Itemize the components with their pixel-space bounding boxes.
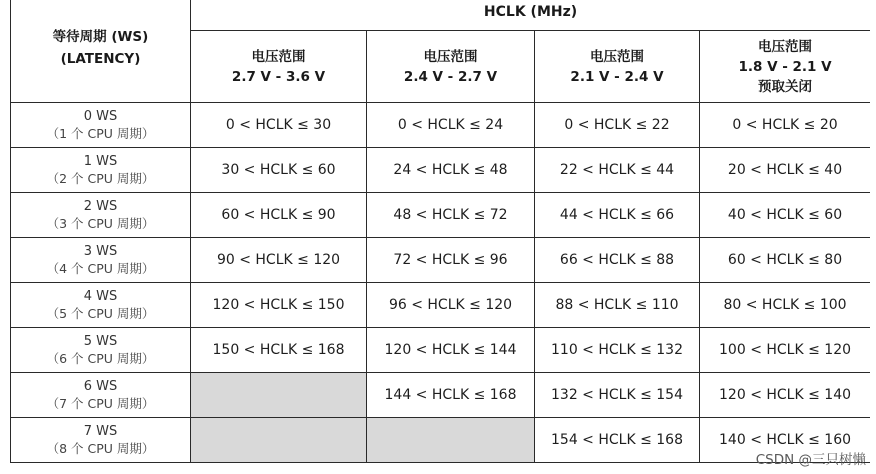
cpu-cycles-label: （7 个 CPU 周期） [46,396,155,411]
table-row [11,373,871,418]
latency-cell [11,193,191,238]
latency-cell [11,418,191,463]
table-row [11,148,871,193]
hclk-range-cell: 80 < HCLK ≤ 100 [700,283,871,328]
latency-cell [11,148,191,193]
hclk-range-cell: 48 < HCLK ≤ 72 [367,193,535,238]
hclk-range-cell: 20 < HCLK ≤ 40 [700,148,871,193]
empty-cell [367,418,535,463]
cpu-cycles-label: （3 个 CPU 周期） [46,216,155,231]
cpu-cycles-label: （1 个 CPU 周期） [46,126,155,141]
hclk-range-cell: 0 < HCLK ≤ 20 [700,103,871,148]
table-row [11,418,871,463]
hclk-range-cell: 66 < HCLK ≤ 88 [535,238,700,283]
wait-state-label: 2 WS [83,199,118,214]
wait-state-label: 0 WS [83,109,118,124]
hclk-range-cell: 154 < HCLK ≤ 168 [535,418,700,463]
cpu-cycles-label: （5 个 CPU 周期） [46,306,155,321]
wait-state-label: 1 WS [83,154,118,169]
wait-state-label: 5 WS [83,334,118,349]
voltage-header-1: 电压范围 2.7 V - 3.6 V [191,31,367,103]
hclk-range-cell: 132 < HCLK ≤ 154 [535,373,700,418]
empty-cell [191,373,367,418]
cpu-cycles-label: （8 个 CPU 周期） [46,441,155,456]
hclk-range-cell: 24 < HCLK ≤ 48 [367,148,535,193]
hclk-range-cell: 144 < HCLK ≤ 168 [367,373,535,418]
wait-state-label: 7 WS [83,424,118,439]
hclk-range-cell: 0 < HCLK ≤ 30 [191,103,367,148]
csdn-watermark: CSDN @三只树懒 [755,452,866,468]
hclk-range-cell: 120 < HCLK ≤ 150 [191,283,367,328]
hclk-range-cell: 110 < HCLK ≤ 132 [535,328,700,373]
voltage-header-3: 电压范围 2.1 V - 2.4 V [535,31,700,103]
latency-header-line2: (LATENCY) [60,50,141,67]
hclk-range-cell: 0 < HCLK ≤ 22 [535,103,700,148]
hclk-range-cell: 30 < HCLK ≤ 60 [191,148,367,193]
hclk-range-cell: 72 < HCLK ≤ 96 [367,238,535,283]
hclk-range-cell: 44 < HCLK ≤ 66 [535,193,700,238]
cpu-cycles-label: （6 个 CPU 周期） [46,351,155,366]
hclk-range-cell: 90 < HCLK ≤ 120 [191,238,367,283]
wait-state-label: 3 WS [83,244,118,259]
latency-header-line1: 等待周期 (WS) [52,28,149,45]
empty-cell [191,418,367,463]
latency-cell [11,238,191,283]
cpu-cycles-label: （4 个 CPU 周期） [46,261,155,276]
hclk-range-cell: 100 < HCLK ≤ 120 [700,328,871,373]
wait-state-label: 4 WS [83,289,118,304]
latency-column-header [11,0,191,103]
latency-cell [11,103,191,148]
latency-cell [11,328,191,373]
latency-table-container [10,0,870,474]
table-row [11,283,871,328]
hclk-header: HCLK (MHz) [191,0,871,31]
voltage-header-4: 电压范围 1.8 V - 2.1 V 预取关闭 [700,31,871,103]
flash-latency-table [10,0,870,463]
hclk-range-cell: 120 < HCLK ≤ 140 [700,373,871,418]
hclk-range-cell: 88 < HCLK ≤ 110 [535,283,700,328]
hclk-range-cell: 60 < HCLK ≤ 90 [191,193,367,238]
table-row [11,328,871,373]
hclk-range-cell: 60 < HCLK ≤ 80 [700,238,871,283]
cpu-cycles-label: （2 个 CPU 周期） [46,171,155,186]
hclk-range-cell: 40 < HCLK ≤ 60 [700,193,871,238]
hclk-range-cell: 0 < HCLK ≤ 24 [367,103,535,148]
hclk-range-cell: 96 < HCLK ≤ 120 [367,283,535,328]
hclk-range-cell: 140 < HCLK ≤ 160 [700,418,871,463]
voltage-header-2: 电压范围 2.4 V - 2.7 V [367,31,535,103]
table-row [11,193,871,238]
hclk-range-cell: 150 < HCLK ≤ 168 [191,328,367,373]
table-row [11,103,871,148]
table-row [11,238,871,283]
hclk-range-cell: 22 < HCLK ≤ 44 [535,148,700,193]
wait-state-label: 6 WS [83,379,118,394]
hclk-range-cell: 120 < HCLK ≤ 144 [367,328,535,373]
latency-cell [11,373,191,418]
latency-cell [11,283,191,328]
